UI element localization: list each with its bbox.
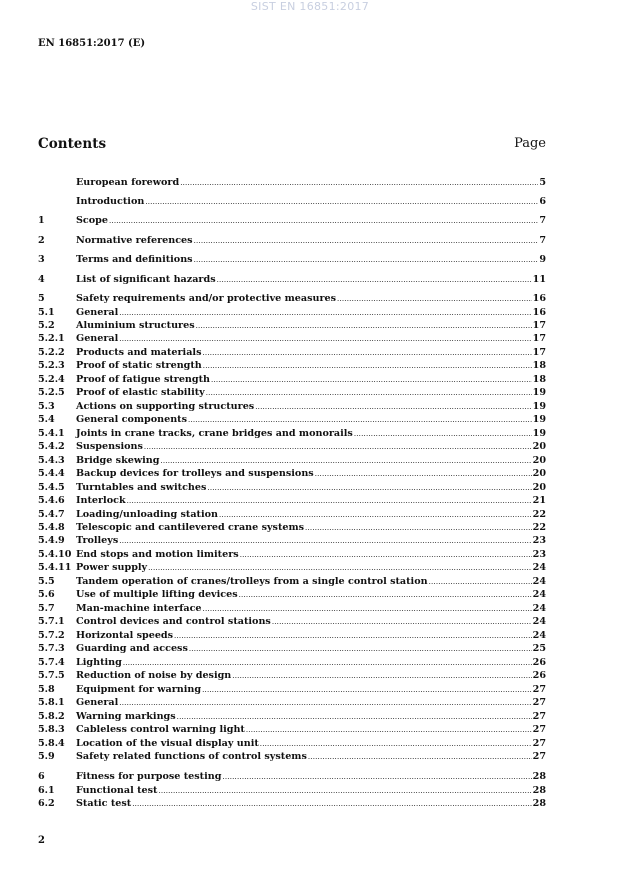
toc-entry-page: 24: [532, 602, 546, 614]
toc-entry-page: 20: [532, 441, 546, 453]
toc-entry-page: 25: [532, 643, 546, 655]
toc-entry-number: 5.2.2: [38, 346, 65, 358]
toc-entry-page: 27: [532, 737, 546, 749]
toc-entry[interactable]: [38, 696, 546, 709]
dot-leader: [119, 535, 531, 548]
toc-entry-page: 19: [532, 427, 546, 439]
toc-entry-title: End stops and motion limiters: [76, 548, 239, 560]
dot-leader: [217, 274, 532, 287]
dot-leader: [194, 254, 539, 267]
toc-entry[interactable]: [38, 195, 546, 208]
toc-entry-title: Use of multiple lifting devices: [76, 589, 238, 601]
watermark: SIST EN 16851:2017: [250, 0, 370, 13]
toc-entry-number: 4: [38, 274, 45, 285]
dot-leader: [337, 293, 532, 306]
toc-entry-title: Interlock: [76, 495, 126, 507]
toc-entry[interactable]: [38, 797, 546, 810]
toc-entry-page: 27: [532, 724, 546, 736]
toc-entry[interactable]: [38, 454, 546, 467]
toc-entry[interactable]: [38, 427, 546, 440]
toc-entry-title: Equipment for warning: [76, 683, 202, 695]
toc-entry-title: Introduction: [76, 196, 145, 207]
toc-entry[interactable]: [38, 214, 546, 227]
toc-entry-page: 6: [539, 196, 546, 207]
dot-leader: [232, 670, 531, 683]
toc-entry-page: 11: [532, 274, 546, 285]
toc-entry-page: 28: [532, 798, 546, 809]
toc-entry-number: 5.5: [38, 575, 55, 587]
toc-entry[interactable]: [38, 306, 546, 319]
page-title: Contents: [38, 136, 107, 152]
toc-entry-title: Loading/unloading station: [76, 508, 218, 520]
toc-entry-number: 5.4.7: [38, 508, 65, 520]
toc-entry[interactable]: [38, 176, 546, 189]
toc-entry-number: 5.4.2: [38, 441, 65, 453]
toc-entry-page: 20: [532, 454, 546, 466]
toc-entry-number: 5.4.11: [38, 562, 72, 574]
toc-entry-title: Actions on supporting structures: [76, 400, 255, 412]
toc-entry-title: Location of the visual display unit: [76, 737, 259, 749]
toc-entry-page: 17: [532, 319, 546, 331]
toc-entry-title: List of significant hazards: [76, 274, 216, 285]
toc-entry[interactable]: [38, 656, 546, 669]
dot-leader: [207, 482, 531, 495]
toc-entry-number: 5.2.4: [38, 373, 65, 385]
dot-leader: [132, 798, 531, 811]
toc-entry-title: Aluminium structures: [76, 319, 195, 331]
toc-entry-number: 5.7.2: [38, 629, 65, 641]
toc-entry-number: 5.4.6: [38, 495, 65, 507]
toc-entry-title: Safety requirements and/or protective measures: [76, 293, 337, 304]
toc-entry-page: 27: [532, 697, 546, 709]
toc-entry-number: 5.4.10: [38, 548, 72, 560]
dot-leader: [203, 603, 532, 616]
toc-entry[interactable]: [38, 770, 546, 783]
toc-entry-number: 5.4.4: [38, 468, 65, 480]
toc-entry-number: 6.2: [38, 798, 55, 809]
toc-entry[interactable]: [38, 319, 546, 332]
dot-leader: [196, 320, 532, 333]
dot-leader: [246, 724, 532, 737]
toc-entry[interactable]: [38, 440, 546, 453]
toc-entry-number: 5.4: [38, 414, 55, 426]
dot-leader: [308, 751, 532, 764]
toc-entry-page: 21: [532, 495, 546, 507]
toc-entry-page: 19: [532, 414, 546, 426]
toc-entry[interactable]: [38, 273, 546, 286]
dot-leader: [145, 196, 538, 209]
toc-entry-title: Telescopic and cantilevered crane systems: [76, 522, 305, 534]
dot-leader: [180, 177, 538, 190]
toc-entry-title: Static test: [76, 798, 132, 809]
toc-entry-title: General: [76, 333, 119, 345]
toc-entry[interactable]: [38, 561, 546, 574]
toc-entry-title: Terms and definitions: [76, 254, 193, 265]
dot-leader: [239, 589, 532, 602]
toc-entry-page: 22: [532, 508, 546, 520]
toc-entry-page: 20: [532, 481, 546, 493]
toc-entry-page: 26: [532, 656, 546, 668]
toc-entry-page: 23: [532, 535, 546, 547]
toc-entry[interactable]: [38, 346, 546, 359]
toc-entry-page: 19: [532, 400, 546, 412]
toc-entry-title: Trolleys: [76, 535, 119, 547]
toc-entry-page: 17: [532, 346, 546, 358]
toc-entry-number: 5.1: [38, 306, 55, 318]
toc-entry-title: Normative references: [76, 235, 193, 246]
toc-entry[interactable]: [38, 400, 546, 413]
toc-entry[interactable]: [38, 629, 546, 642]
dot-leader: [222, 771, 531, 784]
toc-entry-number: 5.3: [38, 400, 55, 412]
toc-entry-page: 28: [532, 771, 546, 782]
toc-entry[interactable]: [38, 373, 546, 386]
toc-entry[interactable]: [38, 723, 546, 736]
dot-leader: [219, 509, 532, 522]
toc-entry-page: 16: [532, 293, 546, 304]
toc-entry-title: Guarding and access: [76, 643, 188, 655]
dot-leader: [202, 347, 531, 360]
dot-leader: [177, 711, 532, 724]
toc-entry[interactable]: [38, 588, 546, 601]
toc-entry-page: 18: [532, 373, 546, 385]
toc-entry-page: 24: [532, 575, 546, 587]
toc-entry-page: 7: [539, 215, 546, 226]
dot-leader: [429, 576, 532, 589]
toc-entry-page: 19: [532, 387, 546, 399]
toc-entry[interactable]: [38, 669, 546, 682]
toc-entry-number: 3: [38, 254, 45, 265]
toc-entry-title: Proof of fatigue strength: [76, 373, 211, 385]
toc-entry[interactable]: [38, 710, 546, 723]
dot-leader: [189, 643, 532, 656]
toc-entry-number: 5.8.4: [38, 737, 65, 749]
toc-entry[interactable]: [38, 467, 546, 480]
toc-entry-title: Reduction of noise by design: [76, 670, 232, 682]
toc-entry-title: Suspensions: [76, 441, 143, 453]
toc-entry-number: 5.7.4: [38, 656, 65, 668]
toc-entry[interactable]: [38, 737, 546, 750]
toc-entry-page: 16: [532, 306, 546, 318]
dot-leader: [202, 684, 532, 697]
dot-leader: [203, 360, 532, 373]
toc-entry-number: 5.4.5: [38, 481, 65, 493]
toc-entry[interactable]: [38, 575, 546, 588]
toc-entry[interactable]: [38, 508, 546, 521]
toc-entry-number: 5.2: [38, 319, 55, 331]
dot-leader: [188, 414, 532, 427]
toc-entry-number: 5.7: [38, 602, 55, 614]
toc-entry-number: 5.6: [38, 589, 55, 601]
dot-leader: [119, 697, 531, 710]
toc-entry-title: Power supply: [76, 562, 148, 574]
dot-leader: [305, 522, 532, 535]
dot-leader: [315, 468, 532, 481]
toc-entry-number: 5: [38, 293, 45, 304]
toc-entry-title: Warning markings: [76, 710, 176, 722]
toc-entry-title: Backup devices for trolleys and suspensions: [76, 468, 314, 480]
toc-entry-title: Scope: [76, 215, 108, 226]
toc-entry[interactable]: [38, 481, 546, 494]
dot-leader: [272, 616, 532, 629]
dot-leader: [119, 333, 531, 346]
toc-entry-number: 5.7.5: [38, 670, 65, 682]
toc-entry-title: Control devices and control stations: [76, 616, 271, 628]
toc-entry-number: 5.7.3: [38, 643, 65, 655]
toc-entry-page: 17: [532, 333, 546, 345]
dot-leader: [158, 785, 531, 798]
toc-entry-number: 5.8.1: [38, 697, 65, 709]
dot-leader: [255, 401, 531, 414]
toc-entry-number: 5.8: [38, 683, 55, 695]
toc-entry-page: 27: [532, 710, 546, 722]
dot-leader: [211, 374, 532, 387]
toc-entry-page: 24: [532, 629, 546, 641]
toc-entry[interactable]: [38, 332, 546, 345]
toc-entry-title: Proof of elastic stability: [76, 387, 205, 399]
toc-entry-number: 6: [38, 771, 45, 782]
toc-entry[interactable]: [38, 615, 546, 628]
toc-entry-title: Turntables and switches: [76, 481, 207, 493]
toc-entry[interactable]: [38, 359, 546, 372]
toc-entry[interactable]: [38, 386, 546, 399]
document-id: EN 16851:2017 (E): [38, 38, 146, 49]
toc-entry-title: Safety related functions of control systems: [76, 751, 307, 762]
toc-entry-number: 5.4.1: [38, 427, 65, 439]
dot-leader: [194, 235, 539, 248]
toc-entry-page: 22: [532, 522, 546, 534]
toc-entry-page: 24: [532, 562, 546, 574]
dot-leader: [119, 307, 531, 320]
toc-entry-page: 24: [532, 589, 546, 601]
toc-entry-page: 26: [532, 670, 546, 682]
toc-entry-number: 5.2.5: [38, 387, 65, 399]
dot-leader: [127, 495, 532, 508]
toc-entry-page: 7: [539, 235, 546, 246]
toc-entry-number: 5.7.1: [38, 616, 65, 628]
toc-entry-title: Joints in crane tracks, crane bridges and monorails: [76, 427, 353, 439]
toc-entry-title: General components: [76, 414, 188, 426]
toc-entry-title: Functional test: [76, 784, 158, 796]
toc-entry-page: 5: [539, 177, 546, 188]
dot-leader: [260, 738, 532, 751]
toc-entry-title: Man-machine interface: [76, 602, 202, 614]
toc-entry-number: 5.4.9: [38, 535, 65, 547]
toc-entry-number: 2: [38, 235, 45, 246]
dot-leader: [240, 549, 532, 562]
toc-entry[interactable]: [38, 521, 546, 534]
toc-entry-title: European foreword: [76, 177, 180, 188]
toc-entry-title: Fitness for purpose testing: [76, 771, 222, 782]
dot-leader: [109, 215, 538, 228]
toc-entry-title: General: [76, 697, 119, 709]
toc-entry-title: Products and materials: [76, 346, 202, 358]
toc-entry-number: 5.9: [38, 751, 55, 762]
page-number: 2: [38, 835, 45, 846]
toc-entry-number: 5.8.3: [38, 724, 65, 736]
toc-entry[interactable]: [38, 642, 546, 655]
toc-entry[interactable]: [38, 750, 546, 763]
toc-entry-page: 9: [539, 254, 546, 265]
toc-entry-title: Horizontal speeds: [76, 629, 174, 641]
toc-entry[interactable]: [38, 602, 546, 615]
toc-entry-title: Lighting: [76, 656, 122, 668]
dot-leader: [123, 657, 532, 670]
toc-entry-title: Cableless control warning light: [76, 724, 245, 736]
toc-entry-title: Proof of static strength: [76, 360, 202, 372]
toc-entry-title: Bridge skewing: [76, 454, 160, 466]
toc-entry-title: Tandem operation of cranes/trolleys from a single control station: [76, 575, 428, 587]
toc-entry[interactable]: [38, 784, 546, 797]
toc-entry[interactable]: [38, 413, 546, 426]
toc-entry[interactable]: [38, 548, 546, 561]
toc-entry-page: 24: [532, 616, 546, 628]
toc-entry-page: 18: [532, 360, 546, 372]
toc-entry-number: 5.4.8: [38, 522, 65, 534]
dot-leader: [160, 455, 531, 468]
dot-leader: [144, 441, 532, 454]
toc-entry[interactable]: [38, 494, 546, 507]
toc-entry-number: 6.1: [38, 784, 55, 796]
toc-entry[interactable]: [38, 683, 546, 696]
toc-entry[interactable]: [38, 234, 546, 247]
toc-entry[interactable]: [38, 534, 546, 547]
page-column-label: Page: [514, 136, 546, 151]
dot-leader: [174, 630, 532, 643]
dot-leader: [354, 428, 532, 441]
toc-entry-number: 5.2.3: [38, 360, 65, 372]
toc-entry-page: 20: [532, 468, 546, 480]
toc-entry-number: 5.8.2: [38, 710, 65, 722]
toc-entry-page: 28: [532, 784, 546, 796]
dot-leader: [206, 387, 532, 400]
toc-entry-title: General: [76, 306, 119, 318]
toc-entry-page: 27: [532, 683, 546, 695]
toc-entry[interactable]: [38, 292, 546, 305]
toc-entry-number: 1: [38, 215, 45, 226]
toc-entry-page: 23: [532, 548, 546, 560]
toc-entry-page: 27: [532, 751, 546, 762]
toc-entry-number: 5.4.3: [38, 454, 65, 466]
dot-leader: [148, 562, 532, 575]
toc-entry[interactable]: [38, 253, 546, 266]
toc-entry-number: 5.2.1: [38, 333, 65, 345]
